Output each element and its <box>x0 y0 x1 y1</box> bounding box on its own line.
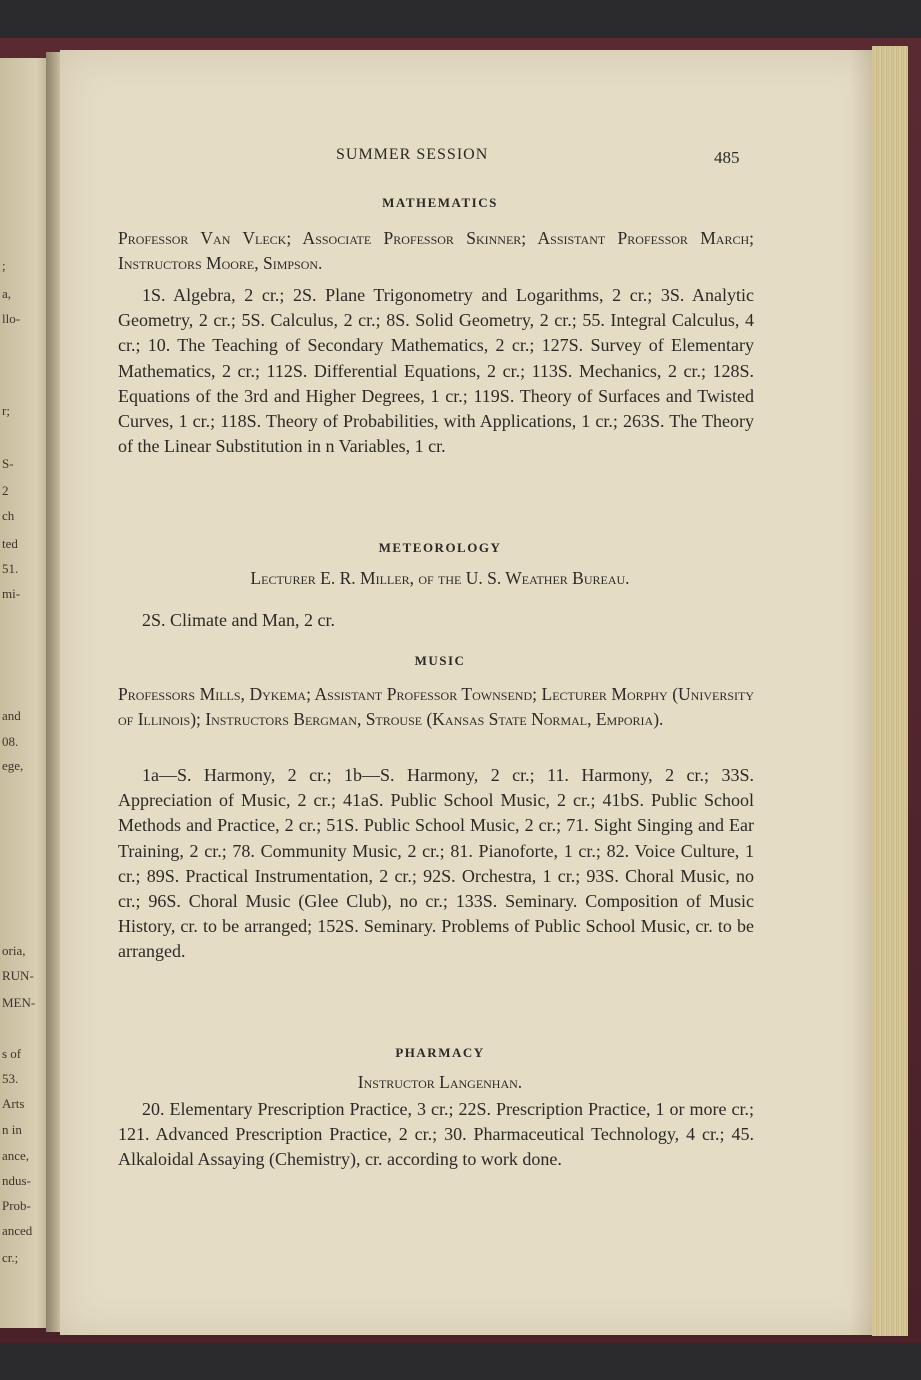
prev-fragment: Arts <box>2 1096 25 1111</box>
prev-fragment: 51. <box>2 561 19 576</box>
section-heading-mathematics: MATHEMATICS <box>382 195 498 210</box>
prev-fragment: ted <box>2 536 18 551</box>
prev-fragment: ch <box>2 508 15 523</box>
prev-fragment: llo- <box>2 311 21 326</box>
prev-fragment: ; <box>2 258 6 273</box>
prev-fragment: and <box>2 708 21 723</box>
courses-meteorology: 2S. Climate and Man, 2 cr. <box>142 610 335 630</box>
prev-fragment: s of <box>2 1046 22 1061</box>
prev-fragment: anced <box>2 1223 33 1238</box>
prev-fragment: cr.; <box>2 1250 19 1265</box>
section-heading-pharmacy: PHARMACY <box>395 1045 485 1060</box>
prev-fragment: Prob- <box>2 1198 31 1213</box>
prev-fragment: 2 <box>2 483 9 498</box>
courses-mathematics: 1S. Algebra, 2 cr.; 2S. Plane Trigonometry and Logarithms, 2 cr.; 3S. Analytic Geometry, 2 cr.; 5S. Calculus, 2 cr.; 8S. Solid Geometry, 2 cr.; 55. Integral Calculus, 4 cr.; 10. The Teaching of Secondary Mathematics, 2 cr.; 127S. Survey of Elementary Mathematics, 2 cr.; 112S. Differential Equations, 2 cr.; 113S. Mechanics, 2 cr.; 128S. Equations of the 3rd and Higher Degrees, 1 cr.; 119S. Theory of Surfaces and Twisted Curves, 1 cr.; 118S. Theory of Probabilities, with Applications, 1 cr.; 263S. The Theory of the Linear Substitution in n Variables, 1 cr. <box>118 285 754 457</box>
running-head: SUMMER SESSION <box>336 146 489 163</box>
prev-fragment: 08. <box>2 734 19 749</box>
prev-fragment: RUN- <box>2 968 34 983</box>
page-number: 485 <box>714 148 740 167</box>
prev-fragment: ance, <box>2 1148 30 1163</box>
section-heading-music: MUSIC <box>414 653 466 668</box>
prev-fragment: 53. <box>2 1071 19 1086</box>
section-heading-meteorology: METEOROLOGY <box>378 540 502 555</box>
courses-music: 1a—S. Harmony, 2 cr.; 1b—S. Harmony, 2 cr.; 11. Harmony, 2 cr.; 33S. Appreciation of Music, 2 cr.; 41aS. Public School Music, 2 cr.; 41bS. Public School Methods and Practice, 2 cr.; 51S. Public School Music, 2 cr.; 71. Sight Singing and Ear Training, 2 cr.; 78. Community Music, 2 cr.; 81. Pianoforte, 1 cr.; 82. Voice Culture, 1 cr.; 89S. Practical Instrumentation, 2 cr.; 92S. Orchestra, 1 cr.; 93S. Choral Music, no cr.; 96S. Choral Music (Glee Club), no cr.; 133S. Seminary. Composition of Music History, cr. to be arranged; 152S. Seminary. Problems of Public School Music, cr. to be arranged. <box>118 765 754 962</box>
prev-fragment: mi- <box>2 586 21 601</box>
prev-fragment: a, <box>2 286 12 301</box>
prev-fragment: oria, <box>2 943 26 958</box>
staff-pharmacy: Instructor Langenhan. <box>357 1072 523 1092</box>
prev-fragment: ndus- <box>2 1173 31 1188</box>
prev-fragment: ege, <box>2 758 24 773</box>
previous-page-edge <box>0 58 52 1328</box>
prev-fragment: MEN- <box>2 995 36 1010</box>
courses-pharmacy: 20. Elementary Prescription Practice, 3 cr.; 22S. Prescription Practice, 1 or more cr.; 121. Advanced Prescription Practice, 2 cr.; 30. Pharmaceutical Technology, 4 cr.; 45. Alkaloidal Assaying (Chemistry), cr. according to work done. <box>118 1099 754 1170</box>
prev-fragment: S- <box>2 456 14 471</box>
page-edges <box>872 46 908 1336</box>
staff-music: Professors Mills, Dykema; Assistant Professor Townsend; Lecturer Morphy (University of Illinois); Instructors Bergman, Strouse (Kansas State Normal, Emporia). <box>118 684 754 729</box>
prev-fragment: n in <box>2 1122 22 1137</box>
staff-mathematics: Professor Van Vleck; Associate Professor Skinner; Assistant Professor March; Instructors Moore, Simpson. <box>118 228 754 273</box>
prev-fragment: r; <box>2 403 10 418</box>
staff-meteorology: Lecturer E. R. Miller, of the U. S. Weather Bureau. <box>250 568 630 588</box>
